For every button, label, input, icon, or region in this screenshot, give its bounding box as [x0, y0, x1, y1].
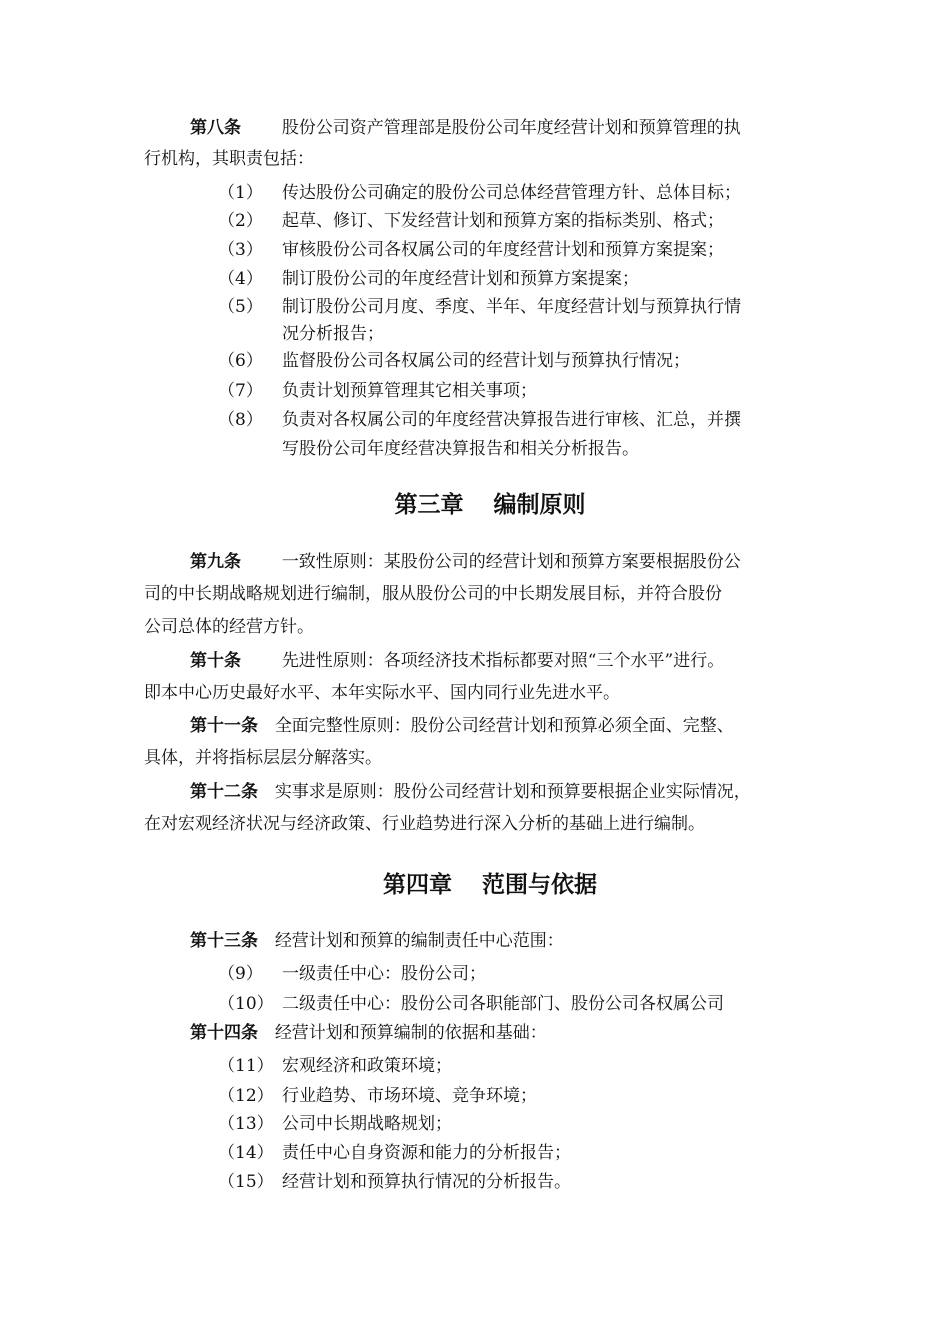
article-11-line-1	[190, 715, 734, 737]
list-item-text: 负责计划预算管理其它相关事项；	[282, 381, 537, 401]
article-text: 先进性原则：各项经济技术指标都要对照“三个水平”进行。	[281, 651, 725, 671]
list-item-number: （11）	[218, 1056, 274, 1076]
list-item-number: （7）	[218, 381, 263, 401]
list-item-number: （5）	[218, 297, 263, 317]
list-item-text: 宏观经济和政策环境；	[282, 1056, 452, 1076]
list-item-text: 负责对各权属公司的年度经营决算报告进行审核、汇总，并撰	[282, 410, 741, 430]
article-8-line-1	[190, 117, 741, 139]
article-label: 第十条	[190, 651, 241, 671]
list-item-number: （9）	[218, 964, 263, 984]
article-text: 股份公司资产管理部是股份公司年度经营计划和预算管理的执	[281, 118, 741, 138]
list-item-text: 经营计划和预算执行情况的分析报告。	[282, 1172, 571, 1192]
list-item-number: （13）	[218, 1114, 274, 1134]
article-text: 实事求是原则：股份公司经营计划和预算要根据企业实际情况，	[274, 782, 751, 802]
list-item-text-continued: 写股份公司年度经营决算报告和相关分析报告。	[282, 439, 639, 459]
article-text: 经营计划和预算编制的依据和基础：	[274, 1023, 547, 1043]
list-item-number: （8）	[218, 410, 263, 430]
list-item-text: 制订股份公司的年度经营计划和预算方案提案；	[282, 269, 639, 289]
chapter-heading	[0, 866, 950, 899]
list-item-number: （4）	[218, 269, 263, 289]
list-item-text-continued: 况分析报告；	[282, 324, 384, 344]
chapter-number: 第三章	[394, 492, 464, 518]
article-9-line-1	[190, 551, 741, 573]
list-item-number: （10）	[218, 994, 274, 1014]
article-9-line-2: 司的中长期战略规划进行编制，服从股份公司的中长期发展目标，并符合股份	[144, 584, 722, 604]
list-item-number: （6）	[218, 351, 263, 371]
article-label: 第九条	[190, 552, 241, 572]
list-item-number: （2）	[218, 211, 263, 231]
list-item-number: （14）	[218, 1143, 274, 1163]
article-10-line-2: 即本中心历史最好水平、本年实际水平、国内同行业先进水平。	[144, 683, 620, 703]
list-item-text: 二级责任中心：股份公司各职能部门、股份公司各权属公司	[282, 994, 724, 1014]
list-item-text: 监督股份公司各权属公司的经营计划与预算执行情况；	[282, 351, 690, 371]
article-label: 第十一条	[190, 716, 258, 736]
chapter-title: 编制原则	[493, 492, 586, 518]
list-item-text: 审核股份公司各权属公司的年度经营计划和预算方案提案；	[282, 240, 724, 260]
article-label: 第十二条	[190, 782, 258, 802]
list-item-text: 起草、修订、下发经营计划和预算方案的指标类别、格式；	[282, 211, 724, 231]
list-item-number: （1）	[218, 183, 263, 203]
list-item-text: 公司中长期战略规划；	[282, 1114, 452, 1134]
list-item-text: 行业趋势、市场环境、竞争环境；	[282, 1086, 537, 1106]
article-12-line-1	[190, 781, 751, 803]
list-item-text: 责任中心自身资源和能力的分析报告；	[282, 1143, 571, 1163]
list-item-number: （12）	[218, 1086, 274, 1106]
article-10-line-1	[190, 650, 724, 672]
article-label: 第十三条	[190, 931, 258, 951]
list-item-number: （3）	[218, 240, 263, 260]
list-item-text: 一级责任中心：股份公司；	[282, 964, 486, 984]
article-14-line-1	[190, 1022, 547, 1044]
article-label: 第八条	[190, 118, 241, 138]
article-label: 第十四条	[190, 1023, 258, 1043]
article-11-line-2: 具体，并将指标层层分解落实。	[144, 748, 382, 768]
chapter-title: 范围与依据	[482, 872, 597, 898]
list-item-number: （15）	[218, 1172, 274, 1192]
article-text: 全面完整性原则：股份公司经营计划和预算必须全面、完整、	[274, 716, 734, 736]
article-text: 经营计划和预算的编制责任中心范围：	[274, 931, 564, 951]
list-item-text: 制订股份公司月度、季度、半年、年度经营计划与预算执行情	[282, 297, 741, 317]
article-13-line-1	[190, 930, 564, 952]
article-8-line-2: 行机构，其职责包括：	[144, 149, 314, 169]
chapter-number: 第四章	[383, 872, 452, 898]
article-9-line-3: 公司总体的经营方针。	[144, 617, 314, 637]
chapter-heading	[0, 486, 950, 519]
article-12-line-2: 在对宏观经济状况与经济政策、行业趋势进行深入分析的基础上进行编制。	[144, 814, 705, 834]
article-text: 一致性原则：某股份公司的经营计划和预算方案要根据股份公	[281, 552, 741, 572]
list-item-text: 传达股份公司确定的股份公司总体经营管理方针、总体目标；	[282, 183, 741, 203]
